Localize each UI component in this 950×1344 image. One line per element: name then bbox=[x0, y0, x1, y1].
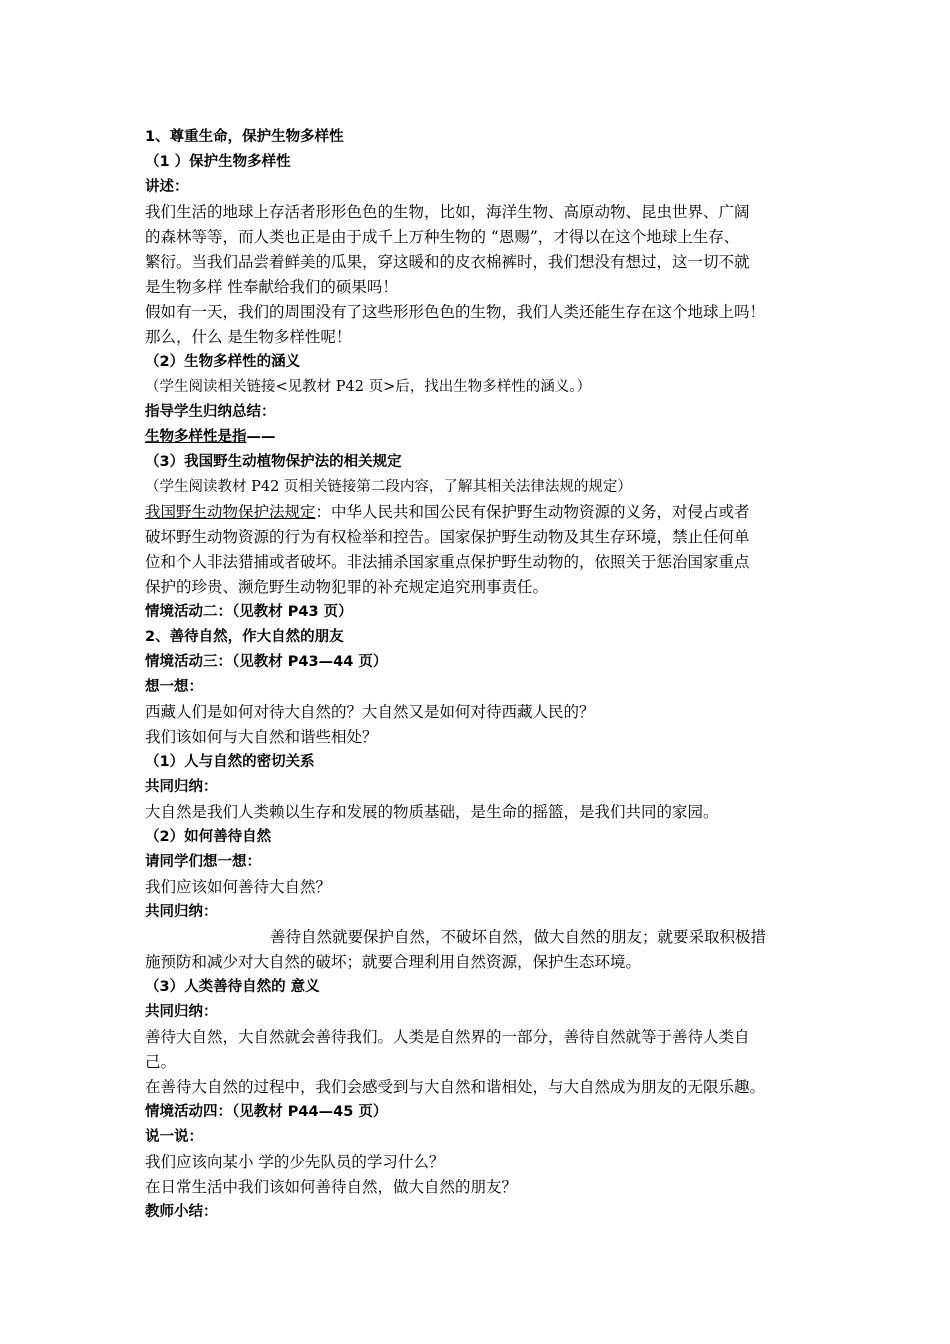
paragraph-line: 我们应该如何善待大自然？ bbox=[145, 878, 332, 896]
paragraph-line bbox=[145, 501, 750, 523]
label: 教师小结： bbox=[145, 1204, 218, 1220]
note-line: （学生阅读教材 P42 页相关链接第二段内容，了解其相关法律法规的规定） bbox=[145, 479, 632, 495]
subsection-heading: （3）我国野生动植物保护法的相关规定 bbox=[145, 454, 402, 470]
label: 共同归纳： bbox=[145, 904, 218, 920]
paragraph-line: 己。 bbox=[145, 1053, 177, 1071]
paragraph-line: 位和个人非法猎捕或者破坏。非法捕杀国家重点保护野生动物的，依照关于惩治国家重点 bbox=[145, 553, 750, 571]
label: 想一想： bbox=[145, 679, 203, 695]
label: 共同归纳： bbox=[145, 779, 218, 795]
paragraph-line: 我们生活的地球上存活者形形色色的生物，比如，海洋生物、高原动物、昆虫世界、广阔 bbox=[145, 203, 750, 221]
paragraph-line: 在日常生活中我们该如何善待自然，做大自然的朋友？ bbox=[145, 1178, 518, 1196]
subsection-heading: （1 ）保护生物多样性 bbox=[145, 154, 291, 170]
law-title: 我国野生动物保护法规定 bbox=[145, 503, 316, 521]
paragraph-line: 大自然是我们人类赖以生存和发展的物质基础，是生命的摇篮，是我们共同的家园。 bbox=[145, 803, 719, 821]
paragraph-line: 是生物多样 性奉献给我们的硕果吗！ bbox=[145, 278, 398, 296]
activity-heading: 情境活动四：（见教材 P44—45 页） bbox=[145, 1104, 388, 1120]
section-heading: 1、尊重生命，保护生物多样性 bbox=[145, 129, 344, 145]
label: 共同归纳： bbox=[145, 1004, 218, 1020]
paragraph-line: 假如有一天，我们的周围没有了这些形形色色的生物，我们人类还能生存在这个地球上吗！ bbox=[145, 303, 766, 321]
subsection-heading: （3）人类善待自然的 意义 bbox=[145, 979, 320, 995]
paragraph-line: 保护的珍贵、濒危野生动物犯罪的补充规定追究刑事责任。 bbox=[145, 578, 549, 596]
label: 请同学们想一想： bbox=[145, 854, 261, 870]
paragraph-line: 施预防和减少对大自然的破坏；就要合理利用自然资源，保护生态环境。 bbox=[145, 953, 642, 971]
paragraph-line: 破坏野生动物资源的行为有权检举和控告。国家保护野生动物及其生存环境，禁止任何单 bbox=[145, 528, 750, 546]
subsection-heading: （1）人与自然的密切关系 bbox=[145, 754, 315, 770]
definition-term: 生物多样性是指 bbox=[145, 429, 247, 445]
paragraph-line: 西藏人们是如何对待大自然的？大自然又是如何对待西藏人民的？ bbox=[145, 703, 595, 721]
note-line: （学生阅读相关链接<见教材 P42 页>后，找出生物多样性的涵义。） bbox=[145, 379, 591, 395]
label: 讲述： bbox=[145, 179, 189, 195]
section-heading: 2、善待自然，作大自然的朋友 bbox=[145, 629, 344, 645]
paragraph-line: 的森林等等，而人类也正是由于成千上万种生物的 “恩赐”，才得以在这个地球上生存、 bbox=[145, 228, 740, 246]
paragraph-line: 在善待大自然的过程中，我们会感受到与大自然和谐相处，与大自然成为朋友的无限乐趣。 bbox=[145, 1078, 766, 1096]
definition-line bbox=[145, 426, 276, 448]
law-text: ：中华人民共和国公民有保护野生动物资源的义务，对侵占或者 bbox=[315, 503, 750, 521]
subsection-heading: （2）如何善待自然 bbox=[145, 829, 272, 845]
paragraph-line: 善待自然就要保护自然，不破坏自然，做大自然的朋友；就要采取积极措 bbox=[270, 928, 767, 946]
definition-dash: —— bbox=[246, 429, 276, 445]
paragraph-line: 我们该如何与大自然和谐些相处？ bbox=[145, 728, 378, 746]
label: 说一说： bbox=[145, 1129, 203, 1145]
activity-heading: 情境活动二：（见教材 P43 页） bbox=[145, 604, 353, 620]
paragraph-line: 善待大自然，大自然就会善待我们。人类是自然界的一部分，善待自然就等于善待人类自 bbox=[145, 1028, 750, 1046]
label: 指导学生归纳总结： bbox=[145, 404, 276, 420]
activity-heading: 情境活动三：（见教材 P43—44 页） bbox=[145, 654, 388, 670]
subsection-heading: （2）生物多样性的涵义 bbox=[145, 354, 301, 370]
paragraph-line: 那么，什么 是生物多样性呢！ bbox=[145, 328, 352, 346]
paragraph-line: 繁衍。当我们品尝着鲜美的瓜果，穿这暖和的皮衣棉裤时，我们想没有想过，这一切不就 bbox=[145, 253, 750, 271]
paragraph-line: 我们应该向某小 学的少先队员的学习什么？ bbox=[145, 1153, 445, 1171]
